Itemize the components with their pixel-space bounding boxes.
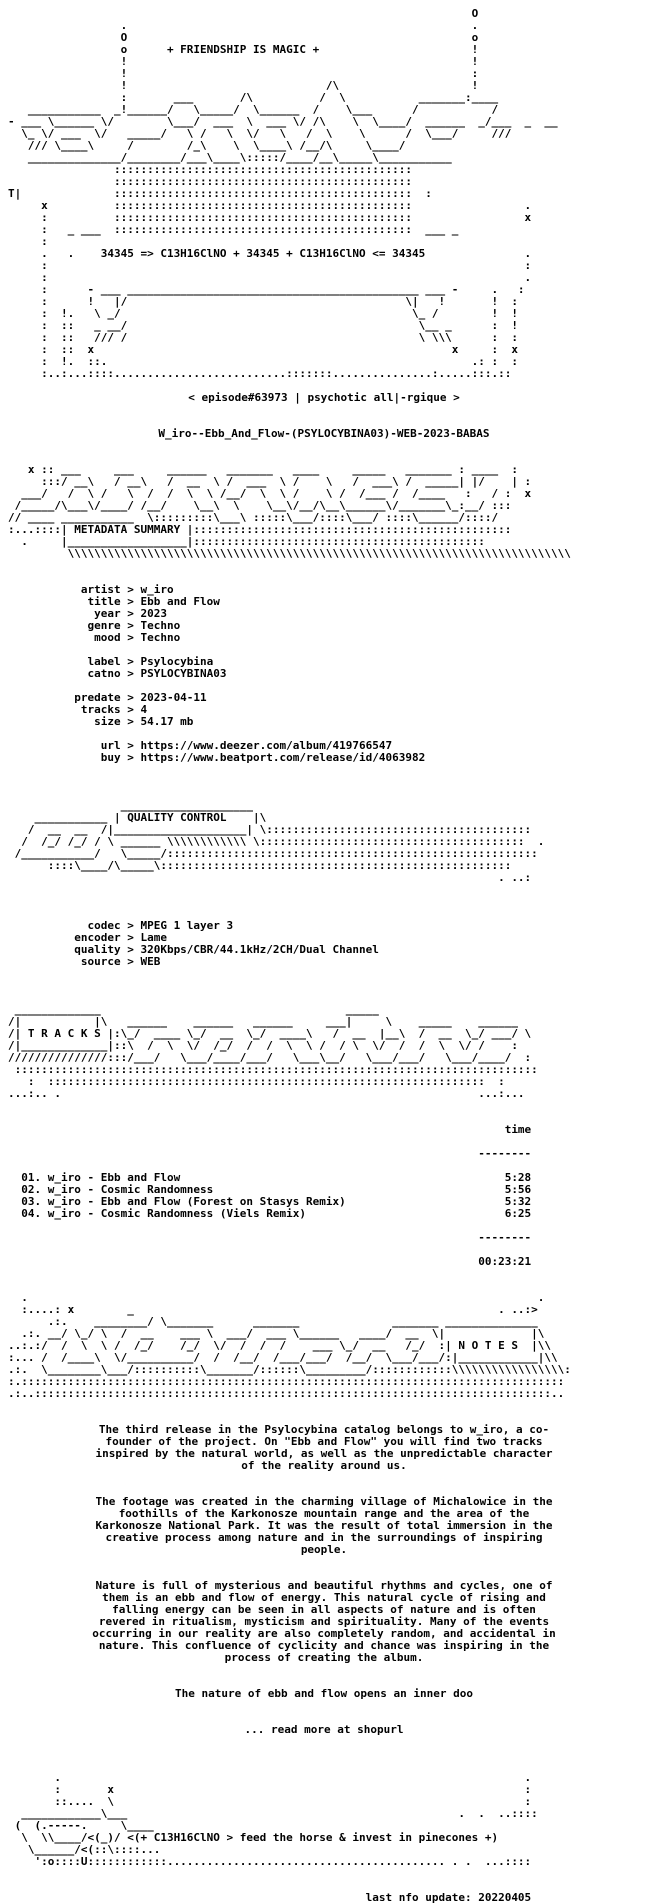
notes-read-more: ... read more at shopurl bbox=[244, 1723, 404, 1736]
release-name: W_iro--Ebb_And_Flow-(PSYLOCYBINA03)-WEB-2023-BABAS bbox=[158, 427, 490, 440]
tracks-time-header: time bbox=[8, 1123, 532, 1136]
footer-art: . . : x : ::.... \ : ____________\___ . . ..:::: ( (.-----. \____ \ \\____/<(_)/ <(+ C13H16ClNO > feed the horse & invest in pinecones +) \______/<(::\::::... ':o::::U::::::::::::.......................................... . . ...:::: bbox=[14, 1771, 538, 1868]
header-art: O . . O o o + FRIENDSHIP IS MAGIC + ! ! ! ! : ! /\ ! : ___ /\ / \ _______:____ ___________ _!______/ \_____/ \______ / \___ / / - ___ \______ \/ \___/ ___ \ ___ \/ /\ \ \____/ ______ _/___ _ __ \_ \/ ___ \/ _____/ \ / \ \/ \ / \ \ / \___/ /// /// \____\ / /_\ \ \____\ /__/\ \____/ ______________/________/___\____\:::::/____/__\_____\___________ ::::::::::::::::::::::::::::::::::::::::::::: ::::::::::::::::::::::::::::::::::::::::::::: T| ::::::::::::::::::::::::::::::::::::::::::::: : x ::::::::::::::::::::::::::::::::::::::::::::: . : ::::::::::::::::::::::::::::::::::::::::::::: x : _ ___ ::::::::::::::::::::::::::::::::::::::::::::: ___ _ : . . 34345 => C13H16ClNO + 34345 + C13H16ClNO <= 34345 . : : : . : - ___ ____________________________________________ ___ - . : : ! |/ \| ! ! : : !. \ _/ \_ / ! ! : :: _ __/ \__ _ : ! : :: /// / \ \\\ : : : :: x x : x : !. ::. .: : : :..:...::::..........................:::::::...............:.....:::.:: bbox=[8, 7, 558, 380]
metadata-fields-d: url > https://www.deezer.com/album/419766547 buy > https://www.beatport.com/release/id/4063982 bbox=[100, 739, 426, 764]
tracks-list: 01. w_iro - Ebb and Flow 5:28 02. w_iro - Cosmic Randomness 5:56 03. w_iro - Ebb and Flow (Forest on Stasys Remix) 5:32 04. w_iro - Cosmic Randomness (Viels Remix) 6:25 bbox=[21, 1171, 532, 1220]
quality-fields: codec > MPEG 1 layer 3 encoder > Lame quality > 320Kbps/CBR/44.1kHz/2CH/Dual Channel source > WEB bbox=[74, 919, 379, 968]
notes-paragraph-2: The footage was created in the charming village of Michalowice in the foothills of the Karkonosze mountain range and the area of the Karkonosze National Park. It was the result of total immersion in the creative process among nature and in the surroundings of inspiring people. bbox=[95, 1495, 553, 1556]
tracks-rule-bottom: -------- bbox=[8, 1231, 532, 1244]
notes-paragraph-3: Nature is full of mysterious and beautiful rhythms and cycles, one of them is an ebb and flow of energy. This natural cycle of rising and falling energy can be seen in all aspects of nature and is often revered in ritualism, mysticism and spirituality. Many of the events occurring in our reality are also completely random, and accidental in nature. This confluence of cyclicity and chance was inspiring in the process of creating the album. bbox=[92, 1579, 556, 1664]
metadata-fields-b: label > Psylocybina catno > PSYLOCYBINA03 bbox=[87, 655, 227, 680]
episode-line: < episode#63973 | psychotic all|-rgique > bbox=[188, 391, 460, 404]
quality-banner: ____________________ ___________ | QUALITY CONTROL |\ / __ __ /|____________________| \:::::::::::::::::::::::::::::::::::::::: / /_/ /_/ / \ ______ \\\\\\\\\\\\ \:::::::::::::::::::::::::::::::::::::::: . /___________/ \_____/:::::::::::::::::::::::::::::::::::::::::::::::::::::::: ::::\____/\_____\::::::::::::::::::::::::::::::::::::::::::::::::::::: . ..: bbox=[14, 799, 545, 884]
metadata-banner: x :: ___ ___ ______ _______ ____ _____ _______ : ____ : :::/ __\ / __\ / __ \ / ___ \ / \ / ___\ / _____| |/ | : ___/ / \ / \ / / \ \ /__/ \ \ / \ / /___ / /____ : / : x /_____/\___\/____/ /__/ \__\ \ \__\/__/\__\______\/_______\_:__/ ::: // ____ ___________ \:::::::::\___\ :::::\___/::::\___/ ::::\______/::::/ :...::::| METADATA SUMMARY |:::::::::::::::::::::::::::::::::::::::::::::::: . |__________________|:::::::::::::::::::::::::::::::::::::::::::: \\\\\\\\\\\\\\\\\\\\\\\\\\\\\\\\\\\\\\\\\\\\\\\\\\\\\\\\\\\\\\\\\\\\\\\\\\\\ bbox=[8, 463, 571, 560]
notes-paragraph-1: The third release in the Psylocybina catalog belongs to w_iro, a co- founder of the project. On "Ebb and Flow" you will find two tracks inspired by the natural world, as well as the unpredictable character of the reality around us. bbox=[95, 1423, 553, 1472]
nfo-document bbox=[8, 8, 640, 1904]
tracks-rule-top: -------- bbox=[8, 1147, 532, 1160]
tracks-banner: _____________ _____ /| |\ ______ ______ ______ ___| \ _____ ______ /| T R A C K S |:\_/ ____ \_/ __ \_/ ____\ / __ |__\ / __ \_/ ___/ \ /|_____________|::\ / \ \/ /_/ / / \ \ / / \ \/ / / \ \/ / : ///////////////:::/___/ \___/____/___/ \___\__/ \___/___/ \___/____/ : ::::::::::::::::::::::::::::::::::::::::::::::::::::::::::::::::::::::::::::::: : :::::::::::::::::::::::::::::::::::::::::::::::::::::::::::::::::: : ...:.. . ...:... bbox=[8, 1003, 538, 1100]
notes-banner: . . :....: x _ . ..:> .:. ________/ \_______ _______ _______ ______________ .:. __/ \_/ \ / __ ___ \ ___/ ___ \______ ____/ __ \| |\ ..:.:/ / \ \ / /_/ /_/ \/ / / / ___ \_/ __ /_/ :| N O T E S |\\ :... / /____\ \/__________/ / /__/ /___/___/ /__/ \___/___/:|____________|\\ .:. \________\___/::::::::::\_______/::::::\_________/::::::::::::\\\\\\\\\\\\\\\\\: :.:::::::::::::::::::::::::::::::::::::::::::::::::::::::::::::::::::::::::::::::::: .:..::::::::::::::::::::::::::::::::::::::::::::::::::::::::::::::::::::::::::::::.. bbox=[8, 1291, 571, 1400]
metadata-fields-c: predate > 2023-04-11 tracks > 4 size > 54.17 mb bbox=[74, 691, 207, 728]
metadata-fields-a: artist > w_iro title > Ebb and Flow year > 2023 genre > Techno mood > Techno bbox=[80, 583, 220, 644]
tracks-total: 00:23:21 bbox=[8, 1255, 532, 1268]
last-update: last nfo update: 20220405 bbox=[8, 1891, 532, 1904]
notes-paragraph-4: The nature of ebb and flow opens an inner doo bbox=[174, 1687, 473, 1700]
